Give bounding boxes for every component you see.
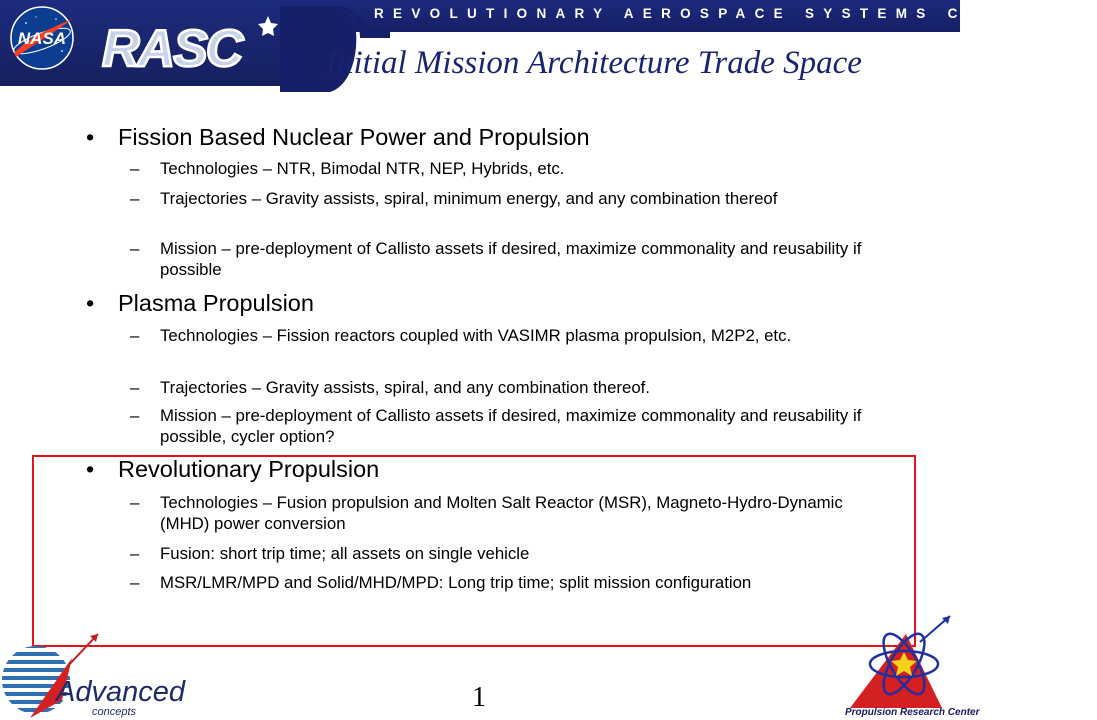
advanced-logo-sub: concepts xyxy=(92,706,137,718)
header-tagline: REVOLUTIONARY AEROSPACE SYSTEMS CONCEPTS xyxy=(374,6,1097,21)
sub-item-text: Mission – pre-deployment of Callisto assets if desired, maximize commonality and reusability if possible, cycler option? xyxy=(160,406,862,446)
bullet-icon: • xyxy=(86,124,95,150)
sub-item-text: Technologies – Fission reactors coupled with VASIMR plasma propulsion, M2P2, etc. xyxy=(160,326,792,345)
propulsion-research-center-logo xyxy=(842,612,980,720)
bullet-icon: • xyxy=(86,456,95,482)
sub-item-text: Technologies – Fusion propulsion and Molten Salt Reactor (MSR), Magneto-Hydro-Dynamic (MHD) power conversion xyxy=(160,493,843,533)
sub-item-text: Mission – pre-deployment of Callisto assets if desired, maximize commonality and reusability if possible xyxy=(160,239,862,279)
dash-icon: – xyxy=(130,378,140,397)
dash-icon: – xyxy=(130,493,140,512)
sub-item-text: Trajectories – Gravity assists, spiral, minimum energy, and any combination thereof xyxy=(160,189,778,208)
dash-icon: – xyxy=(130,189,140,208)
section-heading-text: Plasma Propulsion xyxy=(118,290,314,316)
sub-item-text: Trajectories – Gravity assists, spiral, and any combination thereof. xyxy=(160,378,650,397)
dash-icon: – xyxy=(130,326,140,345)
dash-icon: – xyxy=(130,239,140,258)
dash-icon: – xyxy=(130,544,140,563)
rasc-logo-text: RASC xyxy=(102,20,242,78)
sub-item-text: Fusion: short trip time; all assets on single vehicle xyxy=(160,544,530,563)
sub-item-text: Technologies – NTR, Bimodal NTR, NEP, Hybrids, etc. xyxy=(160,159,565,178)
page-title: Initial Mission Architecture Trade Space xyxy=(326,45,862,81)
section-heading-text: Fission Based Nuclear Power and Propulsion xyxy=(118,124,590,150)
dash-icon: – xyxy=(130,159,140,178)
dash-icon: – xyxy=(130,406,140,425)
sub-item-text: MSR/LMR/MPD and Solid/MHD/MPD: Long trip time; split mission configuration xyxy=(160,573,752,592)
dash-icon: – xyxy=(130,573,140,592)
prc-logo-label: Propulsion Research Center xyxy=(845,707,980,718)
advanced-logo-word: Advanced xyxy=(56,676,185,708)
red-triangle-icon xyxy=(850,634,942,708)
section-heading-text: Revolutionary Propulsion xyxy=(118,456,380,482)
page-number: 1 xyxy=(472,682,486,713)
bullet-icon: • xyxy=(86,290,95,316)
nasa-logo-text: NASA xyxy=(17,29,67,48)
